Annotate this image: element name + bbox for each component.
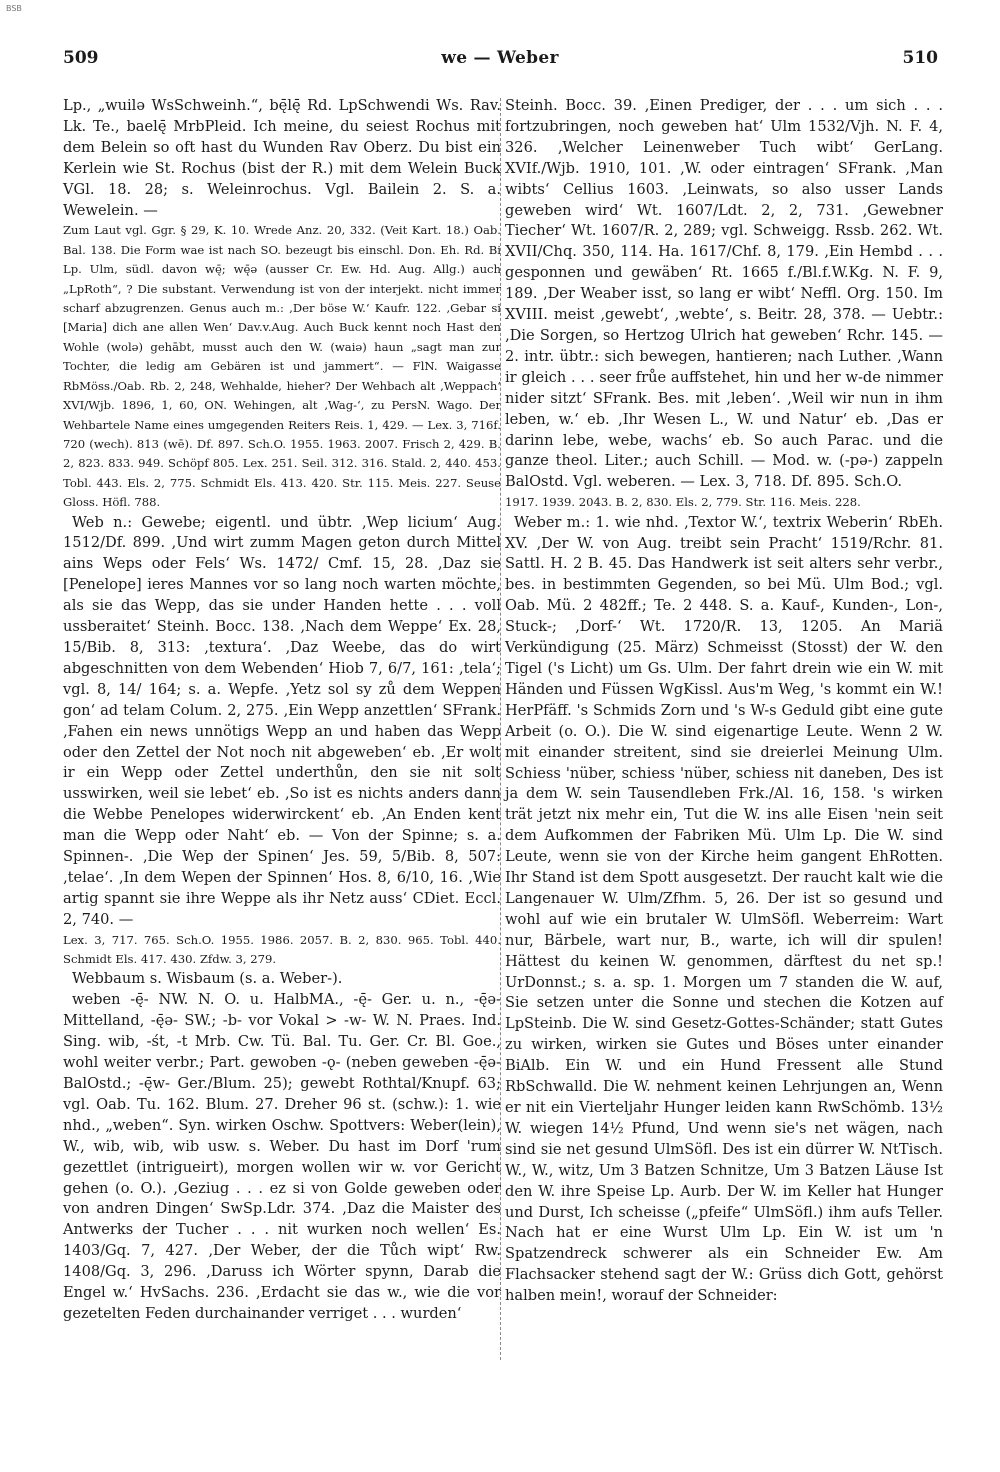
running-title: we — Weber	[441, 48, 559, 68]
right-column	[505, 96, 943, 1307]
library-corner-mark: BSB	[6, 4, 22, 13]
entry-web: Web n.: Gewebe; eigentl. und übtr. ‚Wep licium‘ Aug. 1512/Df. 899. ‚Und wirt zumm Magen geton durch Mittel ains Weps oder Fels‘ Ws. 1472/ Cmf. 15, 28. ‚Daz sie [Penelope] ieres Mannes vor so lang noch warten möchte, als sie das Wepp, das sie under Handen hette . . . voll ussberaitet‘ Steinh. Bocc. 138. ‚Nach dem Weppe‘ Ex. 28, 15/Bib. 8, 313: ‚textura‘. ‚Daz Weebe, das do wirt abgeschnitten von dem Webenden‘ Hiob 7, 6/7, 161: ‚tela‘; vgl. 8, 14/ 164; s. a. Wepfe. ‚Yetz sol sy zů dem Weppen gon‘ ad telam Colum. 2, 275. ‚Ein Wepp anzettlen‘ SFrank. ‚Fahen ein news unnötigs Wepp an und haben das Wepp oder den Zettel der Not noch nit abgeweben‘ eb. ‚Er wolt ir ein Wepp oder Zettel underthůn, den sie nit solt usswirken, weil sie lebet‘ eb. ‚So ist es nichts anders dann die Webbe Penelopes widerwirckent‘ eb. ‚An Enden kent man die Wepp oder Naht‘ eb. — Von der Spinne; s. a. Spinnen-. ‚Die Wep der Spinen‘ Jes. 59, 5/Bib. 8, 507: ‚telae‘. ‚In dem Wepen der Spinnen‘ Hos. 8, 6/10, 16. ‚Wie artig spannt sie ihre Weppe als ihr Netz auss‘ CDiet. Eccl. 2, 740. —	[63, 513, 501, 928]
column-divider	[500, 98, 501, 1360]
entry-weben: weben -ę̄- NW. N. O. u. HalbMA., -ę̄- Ger. u. n., -ę̄ə- Mittelland, -ę̄ə- SW.; -b- vor Vokal > -w- W. N. Praes. Ind. Sing. wib, -śt, -t Mrb. Cw. Tü. Bal. Tu. Ger. Cr. Bl. Goe., wohl weiter verbr.; Part. gewoben -ǫ- (neben geweben -ę̄ə- BalOstd.; -ę̄w- Ger./Blum. 25); gewebt Rothtal/Knupf. 63; vgl. Oab. Tu. 162. Blum. 27. Dreher 96 st. (schw.): 1. wie nhd., „weben“. Syn. wirken Oschw. Spottvers: Weber(lein), W., wib, wib, wib usw. s. Weber. Du hast im Dorf 'rum gezettlet (intrigueirt), morgen wollen wir w. vor Gericht gehen (o. O.). ‚Geziug . . . ez si von Golde geweben oder von andren Dingen‘ SwSp.Ldr. 374. ‚Daz die Maister des Antwerks der Tucher . . . nit wurken noch wellen‘ Es. 1403/Gq. 7, 427. ‚Der Weber, der die Tůch wipt‘ Rw. 1408/Gq. 3, 296. ‚Daruss ich Wörter spynn, Darab die Engel w.‘ HvSachs. 236. ‚Erdacht sie das w., wie die vor gezetelten Feden durchainander verriget . . . wurden‘	[63, 991, 501, 1322]
page-number-right: 510	[902, 48, 938, 68]
entry-weber: Weber m.: 1. wie nhd. ‚Textor W.‘, textrix Weberin‘ RbEh. XV. ‚Der W. von Aug. treibt sein Pracht‘ 1519/Rchr. 81. Sattl. H. 2 B. 45. Das Handwerk ist seit alters sehr verbr., bes. in bestimmten Gegenden, so bei Mü. Ulm Bod.; vgl. Oab. Mü. 2 482ff.; Te. 2 448. S. a. Kauf-, Kunden-, Lon-, Stuck-; ‚Dorf-‘ Wt. 1720/R. 13, 1205. An Mariä Verkündigung (25. März) Schmeisst (Stosst) der W. den Tigel ('s Licht) um Gs. Ulm. Der fahrt drein wie ein W. mit Händen und Füssen WgKissl. Aus'm Weg, 's kommt ein W.! HerPfäff. 's Schmids Zorn und 's W-s Geduld gibt eine gute Arbeit (o. O.). Die W. sind eigenartige Leute. Wenn 2 W. mit einander streitent, sind sie dreierlei Meinung Ulm. Schiess 'nüber, schiess 'nüber, schiess nit daneben, Des ist ja dem W. sein Tausendleben Frk./Al. 16, 158. 's wirken trät jetzt nix mehr ein, Tut die W. ins alle Eisen 'nein seit dem Aufkommen der Fabriken Mü. Ulm Lp. Die W. sind Leute, wenn sie von der Kirche heim gangent EhRotten. Ihr Stand ist dem Spott ausgesetzt. Der raucht kalt wie die Langenauer W. Ulm/Zfhm. 5, 26. Der ist so gesund und wohl auf wie ein brutaler W. UlmSöfl. Weberreim: Wart nur, Bärbele, wart nur, B., warte, ich will dir spulen! Hättest du keinen W. genommen, därftest du net sp.! UrDonnst.; s. a. sp. 1. Morgen um 7 standen die W. auf, Sie setzen unter die Sonne und stechen die Kotzen auf LpSteinb. Die W. sind Gesetz-Gottes-Schänder; statt Gutes zu wirken, wirken sie Gutes und Böses unter einander BiAlb. Ein W. und ein Hund Fressent alle Stund RbSchwalld. Die W. nehment keinen Lehrjungen an, Wenn er nit ein Vierteljahr Hunger leiden kann RwSchömb. 13½ W. wiegen 14½ Pfund, Und wenn sie's net wägen, nach sind sie net gesund UlmSöfl. Des ist ein dürrer W. NtTisch. W., W., witz, Um 3 Batzen Schnitze, Um 3 Batzen Läuse Ist den W. ihre Speise Lp. Aurb. Der W. im Keller hat Hunger und Durst, Ich scheisse („pfeife“ UlmSöfl.) ihm aufs Teller. Nach hat er eine Wurst Ulm Lp. Ein W. ist um 'n Spatzendreck schwerer als ein Schneider Ew. Am Flachsacker stehend sagt der W.: Grüss dich Gott, gehörst halben mein!, worauf der Schneider:	[505, 513, 943, 1305]
note-block: Zum Laut vgl. Ggr. § 29, K. 10. Wrede Anz. 20, 332. (Veit Kart. 18.) Oab. Bal. 138. Die Form wae ist nach SO. bezeugt bis einschl. Don. Eh. Rd. Bi Lp. Ulm, südl. davon wę̄; wę̄ə (ausser Cr. Ew. Hd. Aug. Allg.) auch „LpRoth“, ? Die substant. Verwendung ist von der interjekt. nicht immer scharf abzugrenzen. Genus auch m.: ‚Der böse W.‘ Kaufr. 122. ‚Gebar si [Maria] dich ane allen Wen‘ Dav.v.Aug. Auch Buck kennt noch Hast den Wohle (wolə) gehābt, musst auch den W. (waiə) haun „sagt man zur Tochter, die ledig am Gebären ist und jammert“. — FlN. Waigasse RbMöss./Oab. Rb. 2, 248, Wehhalde, hieher? Der Wehbach alt ‚Weppach‘ XVI/Wjb. 1896, 1, 60, ON. Wehingen, alt ‚Wag-‘, zu PersN. Wago. Der Wehbartele Name eines umgegenden Reiters Reis. 1, 429. — Lex. 3, 716f. 720 (wech). 813 (wē). Df. 897. Sch.O. 1955. 1963. 2007. Frisch 2, 429. B. 2, 823. 833. 949. Schöpf 805. Lex. 251. Seil. 312. 316. Stald. 2, 440. 453. Tobl. 443. Els. 2, 775. Schmidt Els. 413. 420. Str. 115. Meis. 227. Seuse Gloss. Höfl. 788.	[63, 223, 501, 510]
entry-webbaum: Webbaum s. Wisbaum (s. a. Weber-).	[72, 970, 343, 988]
entry-continuation: Steinh. Bocc. 39. ‚Einen Prediger, der . . . um sich . . . fortzubringen, noch geweben hat‘ Ulm 1532/Vjh. N. F. 4, 326. ‚Welcher Leinenweber Tuch wibt‘ GerLang. XVIf./Wjb. 1910, 101. ‚W. oder eintragen‘ SFrank. ‚Man wibts‘ Cellius 1603. ‚Leinwats, so also usser Lands geweben wird‘ Wt. 1607/Ldt. 2, 2, 731. ‚Gewebner Tiecher‘ Wt. 1607/R. 2, 289; vgl. Schweigg. Rssb. 262. Wt. XVII/Chq. 350, 114. Ha. 1617/Chf. 8, 179. ‚Ein Hembd . . . gesponnen und gewäben‘ Rt. 1665 f./Bl.f.W.Kg. N. F. 9, 189. ‚Der Weaber isst, so lang er wibt‘ Neffl. Org. 150. Im XVIII. meist ‚gewebt‘, ‚webte‘, s. Beitr. 28, 378. — Uebtr.: ‚Die Sorgen, so Hertzog Ulrich hat geweben‘ Rchr. 145. — 2. intr. übtr.: sich bewegen, hantieren; nach Luther. ‚Wann ir gleich . . . seer frůe auffstehet, hin und her w-de nimmer nider sitzt‘ SFrank. Bes. mit ‚leben‘. ‚Weil wir nun in ihm leben, w.‘ eb. ‚Ihr Wesen L., W. und Natur‘ eb. ‚Das er darinn lebe, webe, wachs‘ eb. So auch Parac. und die ganze theol. Liter.; auch Schill. — Mod. w. (-pə-) zappeln BalOstd. Vgl. weberen. — Lex. 3, 718. Df. 895. Sch.O.	[505, 97, 943, 491]
note-block: 1917. 1939. 2043. B. 2, 830. Els. 2, 779. Str. 116. Meis. 228.	[505, 495, 861, 510]
note-block: Lex. 3, 717. 765. Sch.O. 1955. 1986. 2057. B. 2, 830. 965. Tobl. 440. Schmidt Els. 417. 430. Zfdw. 3, 279.	[63, 932, 501, 967]
running-header	[0, 48, 1000, 78]
page-number-left: 509	[63, 48, 99, 68]
entry-continuation: Lp., „wuilə WsSchweinh.“, bę̄lę̄ Rd. LpSchwendi Ws. Rav. Lk. Te., baelę̄ MrbPleid. Ich meine, du seiest Rochus mit dem Belein so oft hast du Wunden Rav Oberz. Du bist ein Kerlein wie St. Rochus (bist der R.) mit dem Welein Buck VGl. 18. 28; s. Weleinrochus. Vgl. Bailein 2. S. a. Wewelein. —	[63, 97, 501, 219]
left-column	[63, 96, 501, 1325]
